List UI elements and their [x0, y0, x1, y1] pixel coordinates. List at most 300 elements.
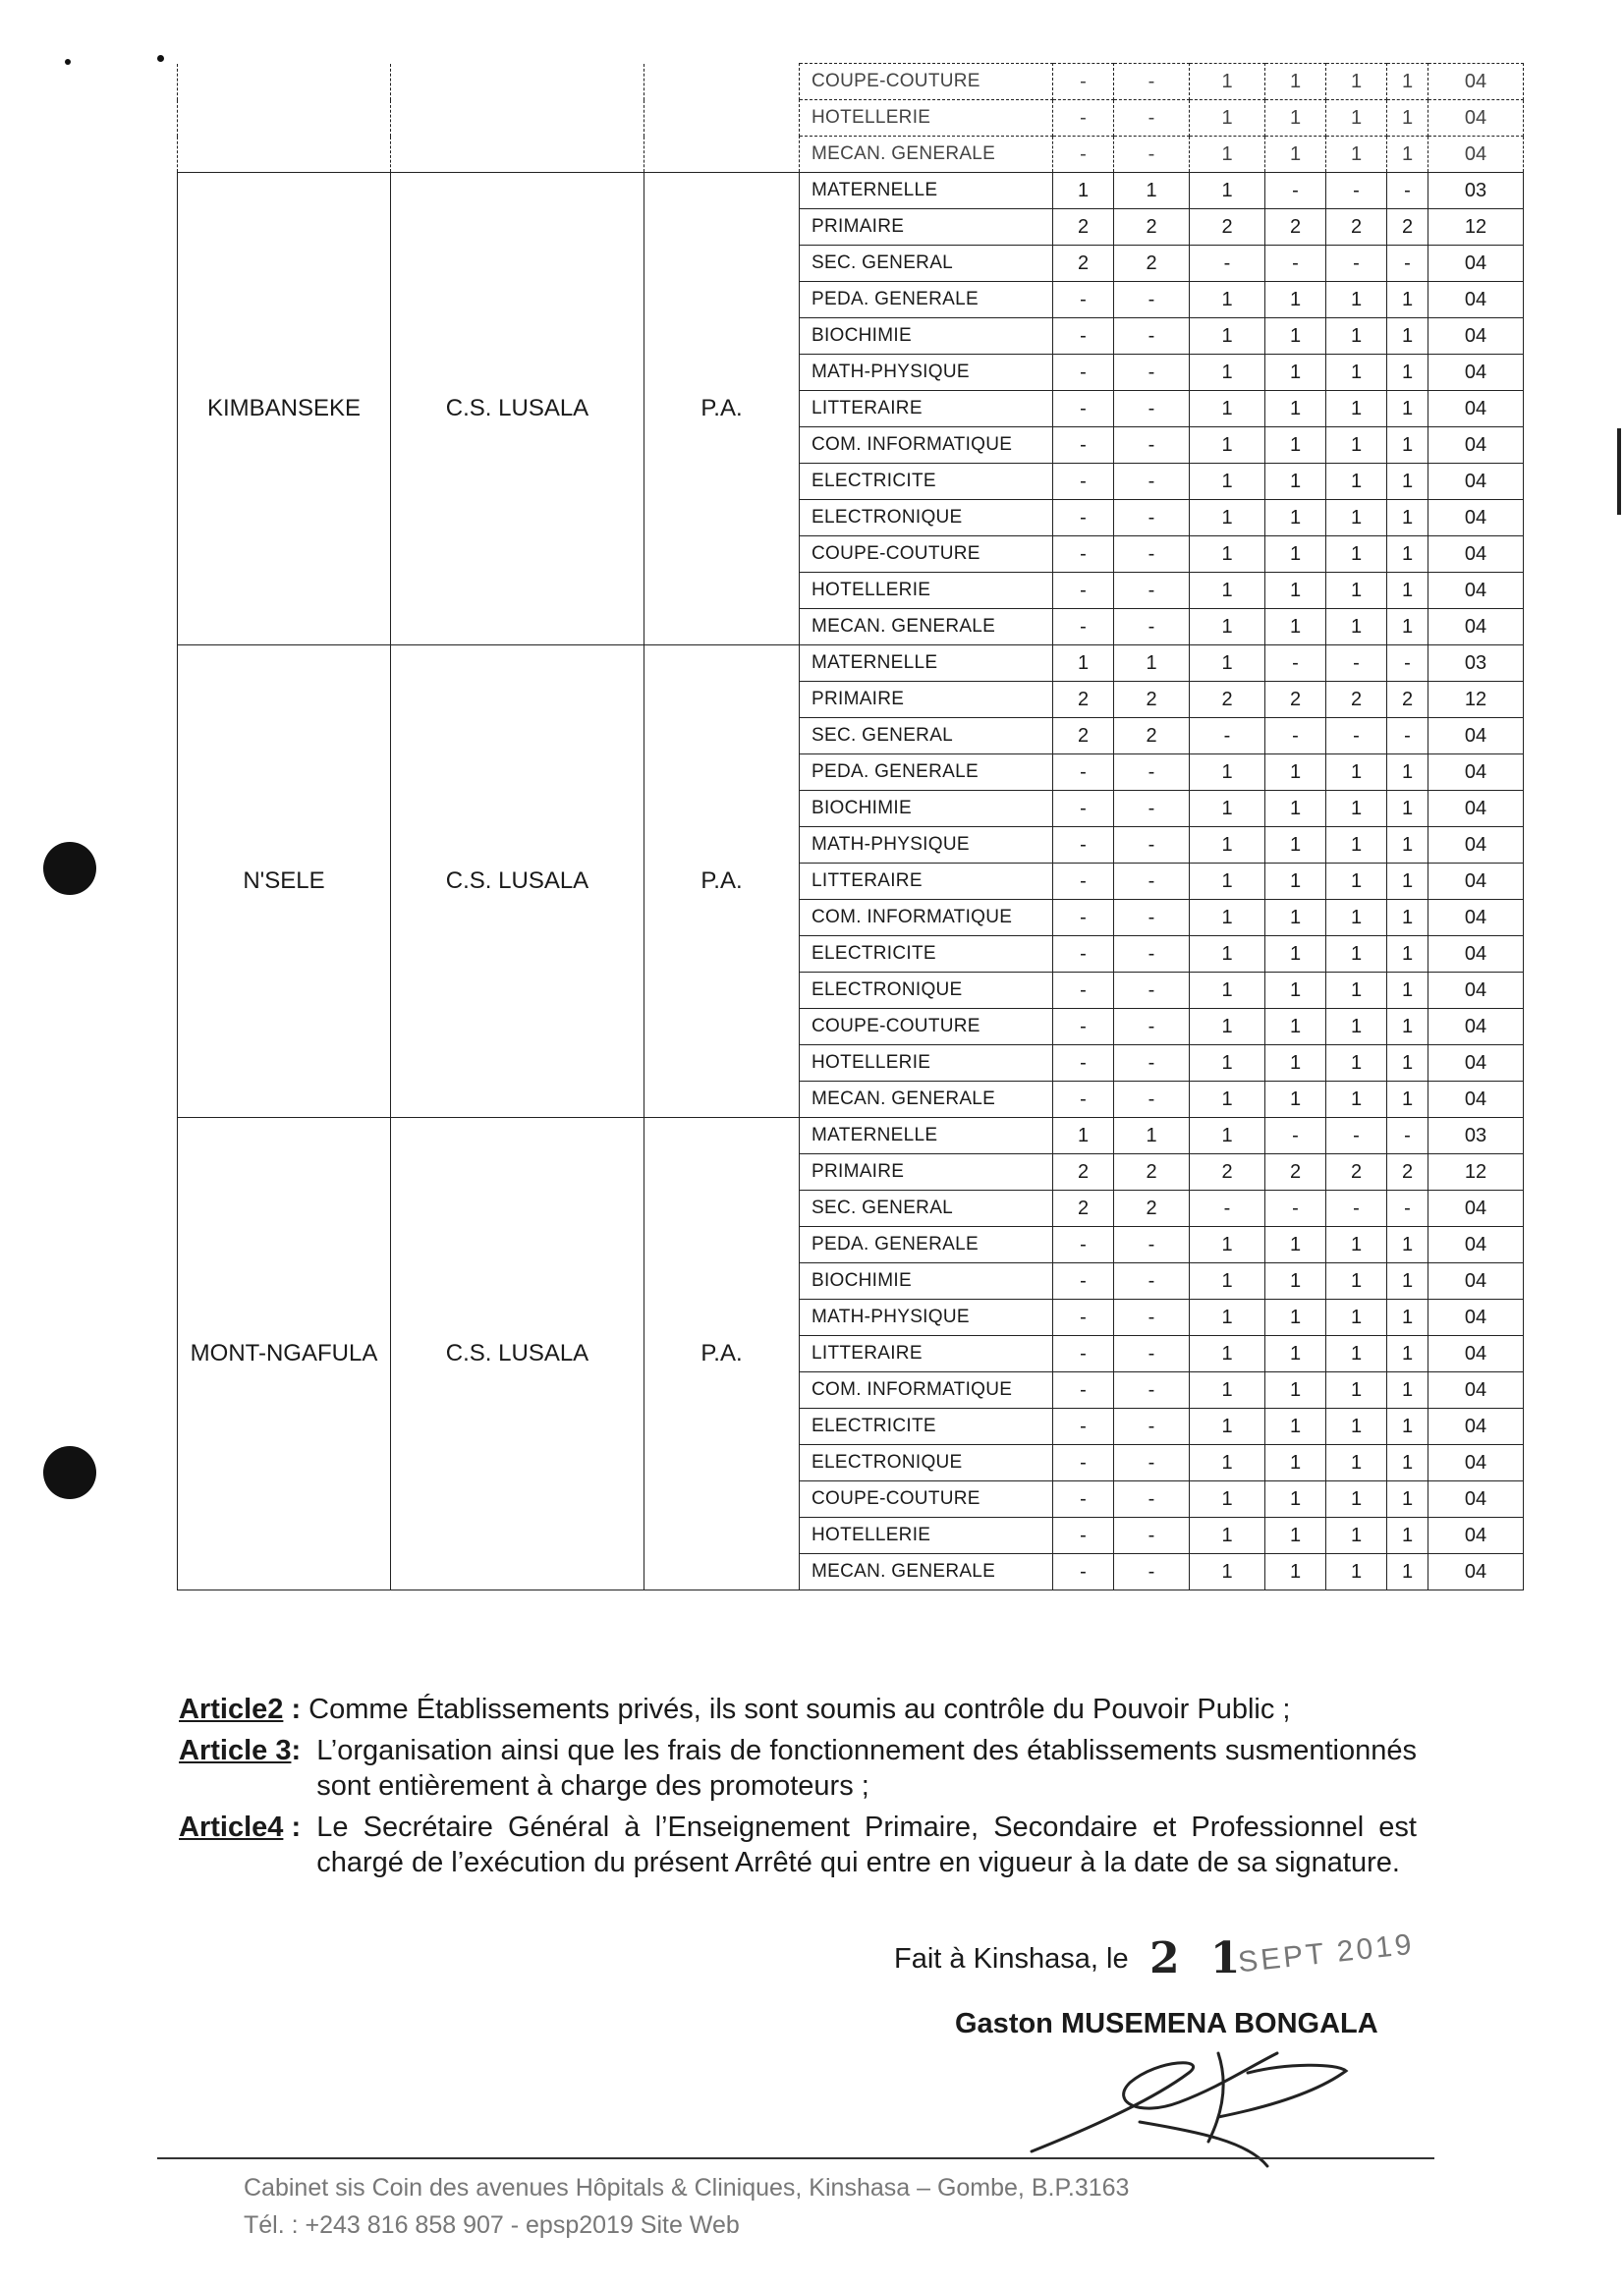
count-cell: 1 [1114, 1118, 1190, 1154]
count-cell: 2 [1387, 682, 1428, 718]
count-cell: 1 [1387, 1481, 1428, 1518]
count-cell: 1 [1265, 1009, 1326, 1045]
count-cell: 2 [1114, 1154, 1190, 1191]
total-cell: 03 [1428, 173, 1524, 209]
count-cell: 1 [1326, 936, 1387, 973]
count-cell: - [1114, 791, 1190, 827]
total-cell: 04 [1428, 973, 1524, 1009]
count-cell: 2 [1387, 209, 1428, 246]
count-cell: - [1114, 936, 1190, 973]
count-cell: - [1114, 355, 1190, 391]
count-cell: - [1265, 645, 1326, 682]
count-cell: 1 [1190, 754, 1265, 791]
count-cell: 1 [1326, 573, 1387, 609]
article-text: L’organisation ainsi que les frais de fonctionnement des établissements susmentionnés sont entièrement à charge des promoteurs ; [316, 1735, 1417, 1802]
filiere-cell: ELECTRICITE [800, 936, 1053, 973]
count-cell: - [1114, 973, 1190, 1009]
count-cell: 2 [1053, 718, 1114, 754]
count-cell: 1 [1190, 609, 1265, 645]
filiere-cell: MATERNELLE [800, 645, 1053, 682]
commune-cell: N'SELE [178, 645, 391, 1118]
count-cell: 1 [1190, 391, 1265, 427]
count-cell: 1 [1265, 464, 1326, 500]
count-cell: - [1114, 536, 1190, 573]
total-cell: 04 [1428, 1045, 1524, 1082]
count-cell: 1 [1387, 864, 1428, 900]
count-cell: - [1114, 754, 1190, 791]
filiere-cell: ELECTRICITE [800, 464, 1053, 500]
school-cell: C.S. LUSALA [391, 1118, 644, 1590]
count-cell: 1 [1387, 609, 1428, 645]
count-cell: - [1114, 1372, 1190, 1409]
count-cell: - [1265, 1191, 1326, 1227]
filiere-cell: PEDA. GENERALE [800, 282, 1053, 318]
article-sep: : [291, 1735, 317, 1766]
count-cell: 1 [1387, 391, 1428, 427]
count-cell: 1 [1387, 100, 1428, 137]
count-cell: 1 [1190, 1409, 1265, 1445]
count-cell: 1 [1387, 1336, 1428, 1372]
article-label: Article 3 [179, 1735, 292, 1766]
count-cell: 1 [1190, 1118, 1265, 1154]
count-cell: 1 [1265, 1082, 1326, 1118]
count-cell: 1 [1190, 645, 1265, 682]
count-cell: - [1053, 100, 1114, 137]
count-cell: 1 [1387, 64, 1428, 100]
count-cell: 1 [1190, 173, 1265, 209]
count-cell: 1 [1326, 754, 1387, 791]
count-cell: 1 [1387, 973, 1428, 1009]
count-cell: - [1053, 1409, 1114, 1445]
count-cell: - [1053, 1263, 1114, 1300]
count-cell: - [1114, 1300, 1190, 1336]
count-cell: - [1114, 1409, 1190, 1445]
count-cell: 1 [1190, 1082, 1265, 1118]
article-label: Article4 [179, 1812, 284, 1843]
count-cell: 1 [1265, 282, 1326, 318]
count-cell: - [1053, 1554, 1114, 1590]
count-cell: - [1326, 645, 1387, 682]
count-cell: 1 [1326, 500, 1387, 536]
count-cell: - [1387, 1118, 1428, 1154]
count-cell: - [1114, 318, 1190, 355]
count-cell: 1 [1190, 1045, 1265, 1082]
count-cell: 1 [1387, 1009, 1428, 1045]
count-cell: - [1114, 864, 1190, 900]
total-cell: 03 [1428, 645, 1524, 682]
table-row [178, 173, 1524, 209]
count-cell: 1 [1265, 1372, 1326, 1409]
count-cell: - [1053, 900, 1114, 936]
count-cell: 1 [1265, 536, 1326, 573]
count-cell: - [1265, 173, 1326, 209]
count-cell: 1 [1326, 137, 1387, 173]
filiere-cell: HOTELLERIE [800, 100, 1053, 137]
footer-divider [157, 2157, 1434, 2159]
count-cell: 1 [1326, 64, 1387, 100]
count-cell: 2 [1053, 246, 1114, 282]
count-cell: 1 [1265, 427, 1326, 464]
count-cell: - [1053, 573, 1114, 609]
count-cell: 1 [1190, 1554, 1265, 1590]
total-cell: 04 [1428, 1300, 1524, 1336]
count-cell: 1 [1387, 1227, 1428, 1263]
count-cell: 1 [1053, 645, 1114, 682]
count-cell: 1 [1326, 1481, 1387, 1518]
count-cell: 1 [1265, 573, 1326, 609]
count-cell: - [1053, 1336, 1114, 1372]
filiere-cell: MATH-PHYSIQUE [800, 355, 1053, 391]
commune-cell: KIMBANSEKE [178, 173, 391, 645]
count-cell: 1 [1265, 973, 1326, 1009]
regime-cell [644, 64, 800, 173]
total-cell: 04 [1428, 100, 1524, 137]
count-cell: 1 [1387, 900, 1428, 936]
filiere-cell: PRIMAIRE [800, 209, 1053, 246]
total-cell: 04 [1428, 427, 1524, 464]
count-cell: 2 [1326, 209, 1387, 246]
total-cell: 04 [1428, 282, 1524, 318]
filiere-cell: ELECTRONIQUE [800, 973, 1053, 1009]
count-cell: 1 [1387, 282, 1428, 318]
count-cell: 1 [1387, 1300, 1428, 1336]
count-cell: 1 [1265, 64, 1326, 100]
table-row [178, 1118, 1524, 1154]
filiere-cell: COM. INFORMATIQUE [800, 427, 1053, 464]
count-cell: 1 [1265, 137, 1326, 173]
count-cell: - [1053, 464, 1114, 500]
count-cell: 1 [1190, 137, 1265, 173]
count-cell: 1 [1387, 754, 1428, 791]
count-cell: - [1053, 754, 1114, 791]
count-cell: - [1114, 1227, 1190, 1263]
total-cell: 04 [1428, 355, 1524, 391]
filiere-cell: COM. INFORMATIQUE [800, 1372, 1053, 1409]
count-cell: 1 [1265, 1263, 1326, 1300]
filiere-cell: SEC. GENERAL [800, 1191, 1053, 1227]
count-cell: 2 [1114, 246, 1190, 282]
count-cell: - [1387, 173, 1428, 209]
count-cell: - [1053, 391, 1114, 427]
count-cell: - [1265, 1118, 1326, 1154]
filiere-cell: MATERNELLE [800, 173, 1053, 209]
count-cell: 1 [1387, 1445, 1428, 1481]
count-cell: - [1053, 1518, 1114, 1554]
count-cell: 1 [1265, 754, 1326, 791]
count-cell: - [1053, 609, 1114, 645]
count-cell: - [1114, 1518, 1190, 1554]
total-cell: 04 [1428, 1263, 1524, 1300]
count-cell: 2 [1053, 1191, 1114, 1227]
count-cell: 2 [1053, 682, 1114, 718]
count-cell: 1 [1265, 1045, 1326, 1082]
filiere-cell: COUPE-COUTURE [800, 1009, 1053, 1045]
count-cell: - [1053, 864, 1114, 900]
count-cell: - [1114, 464, 1190, 500]
count-cell: 2 [1053, 209, 1114, 246]
count-cell: 1 [1265, 1445, 1326, 1481]
count-cell: 1 [1190, 318, 1265, 355]
total-cell: 04 [1428, 1227, 1524, 1263]
count-cell: 1 [1190, 1300, 1265, 1336]
count-cell: - [1053, 427, 1114, 464]
count-cell: - [1053, 1045, 1114, 1082]
filiere-cell: COUPE-COUTURE [800, 536, 1053, 573]
count-cell: 1 [1265, 1300, 1326, 1336]
total-cell: 04 [1428, 936, 1524, 973]
filiere-cell: LITTERAIRE [800, 864, 1053, 900]
filiere-cell: COM. INFORMATIQUE [800, 900, 1053, 936]
count-cell: - [1053, 1082, 1114, 1118]
count-cell: 1 [1190, 827, 1265, 864]
count-cell: 1 [1265, 1227, 1326, 1263]
count-cell: 1 [1326, 427, 1387, 464]
total-cell: 04 [1428, 1409, 1524, 1445]
count-cell: - [1114, 900, 1190, 936]
commune-cell: MONT-NGAFULA [178, 1118, 391, 1590]
table-row [178, 645, 1524, 682]
count-cell: - [1190, 718, 1265, 754]
count-cell: - [1326, 718, 1387, 754]
count-cell: 1 [1387, 1372, 1428, 1409]
speck-2 [157, 55, 164, 62]
filiere-cell: MATERNELLE [800, 1118, 1053, 1154]
signature-date: 2 1 [1149, 1933, 1249, 1983]
count-cell: - [1326, 173, 1387, 209]
count-cell: 1 [1326, 1336, 1387, 1372]
count-cell: 1 [1053, 1118, 1114, 1154]
count-cell: 1 [1114, 645, 1190, 682]
margin-mark [1617, 428, 1621, 515]
regime-cell: P.A. [644, 645, 800, 1118]
total-cell: 04 [1428, 1554, 1524, 1590]
footer-contact: Tél. : +243 816 858 907 - epsp2019 Site Web [244, 2211, 740, 2239]
count-cell: 1 [1387, 355, 1428, 391]
count-cell: - [1053, 536, 1114, 573]
filiere-cell: BIOCHIMIE [800, 1263, 1053, 1300]
count-cell: - [1053, 791, 1114, 827]
count-cell: 1 [1387, 1045, 1428, 1082]
count-cell: 1 [1326, 1082, 1387, 1118]
articles [179, 1692, 1425, 1886]
count-cell: 1 [1265, 900, 1326, 936]
count-cell: 1 [1114, 173, 1190, 209]
count-cell: - [1114, 573, 1190, 609]
count-cell: 1 [1326, 318, 1387, 355]
count-cell: - [1387, 718, 1428, 754]
total-cell: 04 [1428, 864, 1524, 900]
filiere-cell: ELECTRICITE [800, 1409, 1053, 1445]
count-cell: 1 [1326, 609, 1387, 645]
count-cell: 1 [1190, 864, 1265, 900]
count-cell: 1 [1190, 936, 1265, 973]
count-cell: - [1053, 1009, 1114, 1045]
count-cell: 1 [1326, 1045, 1387, 1082]
count-cell: 1 [1190, 1227, 1265, 1263]
footer [244, 2169, 1129, 2244]
regime-cell: P.A. [644, 173, 800, 645]
count-cell: 1 [1387, 573, 1428, 609]
filiere-cell: PEDA. GENERALE [800, 754, 1053, 791]
count-cell: 1 [1265, 1518, 1326, 1554]
count-cell: 1 [1326, 791, 1387, 827]
total-cell: 04 [1428, 137, 1524, 173]
count-cell: 2 [1190, 682, 1265, 718]
total-cell: 04 [1428, 1191, 1524, 1227]
speck-1 [65, 59, 71, 65]
article-text: Le Secrétaire Général à l’Enseignement Primaire, Secondaire et Professionnel est chargé de l’exécution du présent Arrêté qui entre en vigueur à la date de sa signature. [316, 1812, 1417, 1878]
count-cell: - [1053, 137, 1114, 173]
filiere-cell: MECAN. GENERALE [800, 137, 1053, 173]
count-cell: 1 [1265, 100, 1326, 137]
count-cell: 1 [1387, 1082, 1428, 1118]
count-cell: 2 [1053, 1154, 1114, 1191]
count-cell: 1 [1326, 536, 1387, 573]
total-cell: 04 [1428, 900, 1524, 936]
count-cell: 1 [1387, 827, 1428, 864]
count-cell: 1 [1326, 1445, 1387, 1481]
count-cell: 1 [1326, 282, 1387, 318]
count-cell: 1 [1265, 391, 1326, 427]
count-cell: - [1114, 282, 1190, 318]
count-cell: 1 [1326, 355, 1387, 391]
total-cell: 04 [1428, 64, 1524, 100]
count-cell: 2 [1114, 209, 1190, 246]
count-cell: 1 [1387, 1518, 1428, 1554]
signatory-name: Gaston MUSEMENA BONGALA [955, 2008, 1378, 2039]
count-cell: - [1114, 1082, 1190, 1118]
count-cell: - [1114, 391, 1190, 427]
count-cell: 2 [1265, 209, 1326, 246]
count-cell: - [1114, 609, 1190, 645]
count-cell: - [1114, 1009, 1190, 1045]
count-cell: - [1326, 1191, 1387, 1227]
count-cell: - [1053, 1372, 1114, 1409]
count-cell: 1 [1265, 1481, 1326, 1518]
count-cell: 1 [1265, 1336, 1326, 1372]
count-cell: 1 [1387, 1263, 1428, 1300]
total-cell: 12 [1428, 682, 1524, 718]
count-cell: - [1387, 246, 1428, 282]
filiere-cell: COUPE-COUTURE [800, 64, 1053, 100]
count-cell: 1 [1326, 1009, 1387, 1045]
school-cell [391, 64, 644, 173]
total-cell: 04 [1428, 827, 1524, 864]
count-cell: 1 [1326, 1263, 1387, 1300]
count-cell: 2 [1387, 1154, 1428, 1191]
total-cell: 04 [1428, 1445, 1524, 1481]
filiere-cell: BIOCHIMIE [800, 318, 1053, 355]
count-cell: 1 [1190, 427, 1265, 464]
count-cell: 1 [1190, 282, 1265, 318]
total-cell: 04 [1428, 754, 1524, 791]
filiere-cell: MECAN. GENERALE [800, 1554, 1053, 1590]
filiere-cell: ELECTRONIQUE [800, 500, 1053, 536]
commune-cell [178, 64, 391, 173]
total-cell: 04 [1428, 500, 1524, 536]
count-cell: 1 [1387, 1409, 1428, 1445]
filiere-cell: LITTERAIRE [800, 391, 1053, 427]
count-cell: 1 [1190, 1445, 1265, 1481]
count-cell: - [1326, 246, 1387, 282]
school-cell: C.S. LUSALA [391, 645, 644, 1118]
count-cell: 1 [1190, 500, 1265, 536]
filiere-cell: MECAN. GENERALE [800, 609, 1053, 645]
count-cell: - [1114, 137, 1190, 173]
count-cell: - [1053, 936, 1114, 973]
total-cell: 04 [1428, 536, 1524, 573]
count-cell: 1 [1190, 355, 1265, 391]
count-cell: - [1114, 427, 1190, 464]
count-cell: 1 [1387, 1554, 1428, 1590]
count-cell: - [1053, 1300, 1114, 1336]
filiere-cell: HOTELLERIE [800, 573, 1053, 609]
count-cell: 1 [1326, 900, 1387, 936]
count-cell: 1 [1326, 391, 1387, 427]
count-cell: - [1053, 1227, 1114, 1263]
total-cell: 04 [1428, 573, 1524, 609]
count-cell: - [1190, 246, 1265, 282]
count-cell: 2 [1265, 682, 1326, 718]
article-4 [179, 1810, 1425, 1880]
count-cell: 1 [1265, 1409, 1326, 1445]
article-sep: : [283, 1694, 309, 1725]
count-cell: 1 [1190, 1009, 1265, 1045]
count-cell: - [1053, 1481, 1114, 1518]
count-cell: 1 [1190, 1481, 1265, 1518]
article-label: Article2 [179, 1694, 284, 1725]
count-cell: 1 [1265, 318, 1326, 355]
count-cell: 1 [1326, 1372, 1387, 1409]
filiere-cell: MATH-PHYSIQUE [800, 1300, 1053, 1336]
count-cell: 1 [1190, 791, 1265, 827]
count-cell: 2 [1114, 718, 1190, 754]
count-cell: 2 [1326, 1154, 1387, 1191]
count-cell: - [1053, 1445, 1114, 1481]
count-cell: 1 [1387, 936, 1428, 973]
count-cell: - [1265, 718, 1326, 754]
count-cell: - [1053, 282, 1114, 318]
count-cell: 2 [1114, 1191, 1190, 1227]
count-cell: - [1114, 64, 1190, 100]
count-cell: 1 [1190, 536, 1265, 573]
filiere-cell: COUPE-COUTURE [800, 1481, 1053, 1518]
count-cell: - [1053, 318, 1114, 355]
article-3 [179, 1733, 1425, 1804]
schools-table [177, 63, 1524, 1590]
count-cell: 1 [1190, 464, 1265, 500]
count-cell: 1 [1265, 791, 1326, 827]
filiere-cell: PRIMAIRE [800, 1154, 1053, 1191]
total-cell: 04 [1428, 1082, 1524, 1118]
count-cell: 1 [1190, 1263, 1265, 1300]
count-cell: - [1114, 1445, 1190, 1481]
count-cell: 1 [1326, 1518, 1387, 1554]
count-cell: 2 [1114, 682, 1190, 718]
count-cell: - [1190, 1191, 1265, 1227]
total-cell: 04 [1428, 718, 1524, 754]
total-cell: 04 [1428, 1009, 1524, 1045]
count-cell: 1 [1190, 64, 1265, 100]
filiere-cell: PEDA. GENERALE [800, 1227, 1053, 1263]
filiere-cell: HOTELLERIE [800, 1518, 1053, 1554]
count-cell: 1 [1326, 973, 1387, 1009]
article-text: Comme Établissements privés, ils sont soumis au contrôle du Pouvoir Public ; [308, 1694, 1291, 1725]
regime-cell: P.A. [644, 1118, 800, 1590]
punch-hole-bottom [43, 1446, 96, 1499]
count-cell: 1 [1190, 973, 1265, 1009]
total-cell: 04 [1428, 1481, 1524, 1518]
